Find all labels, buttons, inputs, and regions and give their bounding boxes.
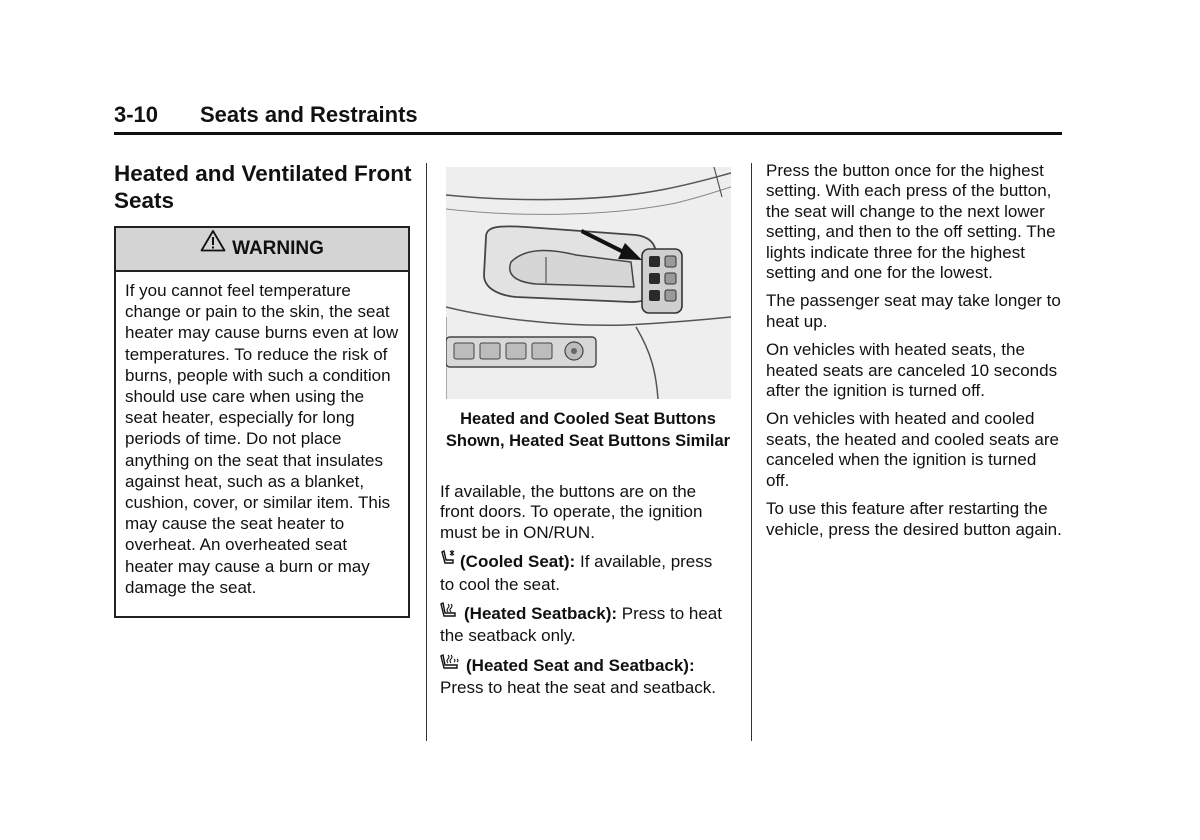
warning-triangle-icon bbox=[200, 226, 226, 268]
paragraph: On vehicles with heated and cooled seats, the heated and cooled seats are canceled when the ignition is turned off. bbox=[766, 409, 1059, 490]
section-title: Heated and Ventilated Front Seats bbox=[114, 161, 412, 213]
page-number: 3-10 bbox=[114, 102, 159, 127]
warning-header bbox=[116, 228, 408, 272]
middle-column bbox=[440, 482, 730, 707]
cooled-seat-label: (Cooled Seat): bbox=[460, 552, 576, 572]
column-divider-left bbox=[426, 163, 427, 741]
door-panel-illustration bbox=[446, 167, 731, 399]
list-item bbox=[440, 551, 730, 595]
heated-seatback-text: Press to heat the seatback only. bbox=[440, 604, 722, 646]
list-item bbox=[440, 603, 730, 647]
paragraph: To use this feature after restarting the vehicle, press the desired button again. bbox=[766, 499, 1062, 539]
cooled-seat-text: If available, press to cool the seat. bbox=[440, 552, 713, 594]
paragraph: The passenger seat may take longer to heat up. bbox=[766, 291, 1061, 331]
chapter-title: Seats and Restraints bbox=[200, 102, 418, 127]
heated-seatback-label: (Heated Seatback): bbox=[464, 604, 618, 624]
page-header bbox=[114, 102, 1062, 135]
paragraph: Press the button once for the highest setting. With each press of the button, the seat will change to the next lower setting, and then to the off setting. The lights indicate three for the highest setting and one for the lowest. bbox=[766, 161, 1056, 283]
column-divider-right bbox=[751, 163, 752, 741]
warning-label: WARNING bbox=[232, 238, 324, 260]
warning-box bbox=[114, 226, 410, 618]
list-item bbox=[440, 655, 730, 699]
paragraph: On vehicles with heated seats, the heated seats are canceled 10 seconds after the ignition is turned off. bbox=[766, 340, 1058, 401]
figure-caption: Heated and Cooled Seat Buttons Shown, Heated Seat Buttons Similar bbox=[445, 410, 731, 450]
cooled-seat-icon bbox=[440, 549, 456, 572]
heated-seatback-icon bbox=[440, 601, 460, 624]
right-column bbox=[766, 161, 1064, 548]
warning-text: If you cannot feel temperature change or pain to the skin, the seat heater may cause burns even at low temperatures. To reduce the risk of burns, people with such a condition should use care when using the seat heater, especially for long periods of time. Do not place anything on the seat that insulates against heat, such as a blanket, cushion, cover, or similar item. This may cause the seat heater to overheat. An overheated seat heater may cause a burn or may damage the seat. bbox=[125, 281, 399, 597]
heated-seat-and-seatback-label: (Heated Seat and Seatback): bbox=[466, 656, 695, 676]
heated-seat-and-seatback-text: Press to heat the seat and seatback. bbox=[440, 678, 716, 698]
heated-seat-and-seatback-icon bbox=[440, 653, 462, 676]
intro-paragraph: If available, the buttons are on the front doors. To operate, the ignition must be in ON/RUN. bbox=[440, 482, 703, 542]
